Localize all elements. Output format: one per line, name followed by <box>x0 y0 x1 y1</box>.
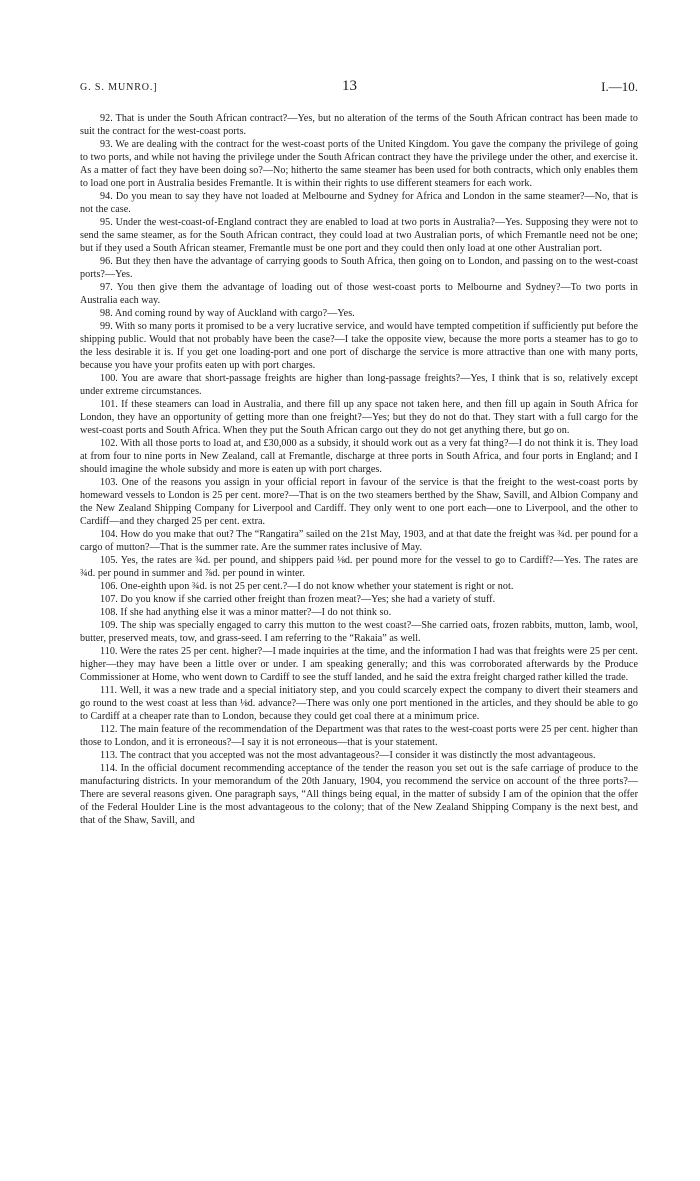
paragraph-q100: 100. You are aware that short-passage freights are higher than long-passage freights?—Yes, I think that is so, relatively except under extreme circumstances. <box>80 373 638 397</box>
paragraph-q107: 107. Do you know if she carried other freight than frozen meat?—Yes; she had a variety of stuff. <box>100 594 496 605</box>
paragraph-q99: 99. With so many ports it promised to be a very lucrative service, and would have tempted competition if sufficiently put before the shipping public. Would that not probably have been the case?—I take the opposite view, because the more ports a steamer has to go to the less desirable it is. If you get one loading-port and one port of discharge the service is more attractive than one with many ports, because you have your profits eaten up with port charges. <box>80 321 638 371</box>
paragraph-q102: 102. With all those ports to load at, and £30,000 as a subsidy, it should work out as a very fat thing?—I do not think it is. They load at from four to nine ports in New Zealand, call at Fremantle, discharge at three ports in South Africa, and four ports in England; and I should imagine the whole subsidy and more is eaten up with port charges. <box>80 438 638 475</box>
paragraph-q114: 114. In the official document recommending acceptance of the tender the reason you set out is the safe carriage of produce to the manufacturing districts. In your memorandum of the 20th January, 1904, you recommend the service on account of the three ports?—There are several reasons given. One paragraph says, “All things being equal, in the matter of subsidy I am of the opinion that the offer of the Federal Houlder Line is the most advantageous to the colony; that of the New Zealand Shipping Company is the next best, and that of the Shaw, Savill, and <box>80 763 638 826</box>
paragraph-q101: 101. If these steamers can load in Australia, and there fill up any space not taken here, and then fill up again in South Africa for London, they have an opportunity of getting more than one freight?—Yes; but they do not do that. They start with a full cargo for the west-coast ports and South Africa. When they put the South African cargo out they do not get anything there, but go on. <box>80 399 638 436</box>
paragraph-q95: 95. Under the west-coast-of-England contract they are enabled to load at two ports in Australia?—Yes. Supposing they were not to send the same steamer, as for the South African contract, they could load at two Australian ports, of which Fremantle need not be one; but if they used a South African steamer, Fremantle must be one port and they could then only load at one other Australian port. <box>80 217 638 254</box>
paragraph-q111: 111. Well, it was a new trade and a special initiatory step, and you could scarcely expect the company to divert their steamers and go round to the west coast at less than ⅛d. advance?—There was only one port mentioned in the articles, and they should be able to go to Cardiff at a cheaper rate than to London, because they could get coal there at a minimum price. <box>80 685 638 722</box>
paragraph-q110: 110. Were the rates 25 per cent. higher?—I made inquiries at the time, and the information I had was that freights were 25 per cent. higher—they may have been a little over or under. I am speaking generally; and this was corroborated afterwards by the Produce Commissioner at Home, who went down to Cardiff to see the stuff landed, and he said the extra freight charged rather killed the trade. <box>80 646 638 683</box>
paragraph-q112: 112. The main feature of the recommendation of the Department was that rates to the west-coast ports were 25 per cent. higher than those to London, and it is erroneous?—I say it is not erroneous—that is your statement. <box>80 724 638 748</box>
witness-name: G. S. MUNRO.] <box>80 82 158 93</box>
page-header <box>80 78 638 100</box>
paragraph-q96: 96. But they then have the advantage of carrying goods to South Africa, then going on to London, and passing on to the west-coast ports?—Yes. <box>80 256 638 280</box>
page-number: 13 <box>342 78 357 94</box>
document-reference: I.—10. <box>601 79 638 94</box>
paragraph-q93: 93. We are dealing with the contract for the west-coast ports of the United Kingdom. You gave the company the privilege of going to two ports, and while not having the privilege under the South African contract they have the privilege under the other, and exercise it. As a matter of fact they have been doing so?—No; hitherto the same steamer has been used for both contracts, which only enables them to load one port in Australia besides Fremantle. It is within their rights to use different steamers for each work. <box>80 139 638 189</box>
paragraph-q94: 94. Do you mean to say they have not loaded at Melbourne and Sydney for Africa and London in the same steamer?—No, that is not the case. <box>80 191 638 215</box>
paragraph-q103: 103. One of the reasons you assign in your official report in favour of the service is that the freight to the west-coast ports by homeward vessels to London is 25 per cent. more?—That is on the two steamers berthed by the Shaw, Savill, and Albion Company and the New Zealand Shipping Company for Liverpool and Cardiff. They only went to one port each—one to Liverpool, and the other to Cardiff—and they charged 25 per cent. extra. <box>80 477 638 527</box>
paragraph-q98: 98. And coming round by way of Auckland with cargo?—Yes. <box>100 308 355 319</box>
paragraph-q106: 106. One-eighth upon ¾d. is not 25 per cent.?—I do not know whether your statement is right or not. <box>100 581 514 592</box>
paragraph-q108: 108. If she had anything else it was a minor matter?—I do not think so. <box>100 607 392 618</box>
paragraph-q104: 104. How do you make that out? The “Rangatira” sailed on the 21st May, 1903, and at that date the freight was ¾d. per pound for a cargo of mutton?—That is the summer rate. Are the summer rates inclusive of May. <box>80 529 638 553</box>
paragraph-q113: 113. The contract that you accepted was not the most advantageous?—I consider it was distinctly the most advantageous. <box>100 750 596 761</box>
paragraph-q92: 92. That is under the South African contract?—Yes, but no alteration of the terms of the South African contract has been made to suit the contract for the west-coast ports. <box>80 113 638 137</box>
document-body <box>80 112 638 827</box>
paragraph-q97: 97. You then give them the advantage of loading out of those west-coast ports to Melbourne and Sydney?—To two ports in Australia each way. <box>80 282 638 306</box>
paragraph-q109: 109. The ship was specially engaged to carry this mutton to the west coast?—She carried oats, frozen rabbits, mutton, lamb, wool, butter, preserved meats, tow, and grass-seed. I am referring to the “Rakaia” as well. <box>80 620 638 644</box>
paragraph-q105: 105. Yes, the rates are ¾d. per pound, and shippers paid ⅛d. per pound more for the vessel to go to Cardiff?—Yes. The rates are ¾d. per pound in summer and ⅞d. per pound in winter. <box>80 555 638 579</box>
